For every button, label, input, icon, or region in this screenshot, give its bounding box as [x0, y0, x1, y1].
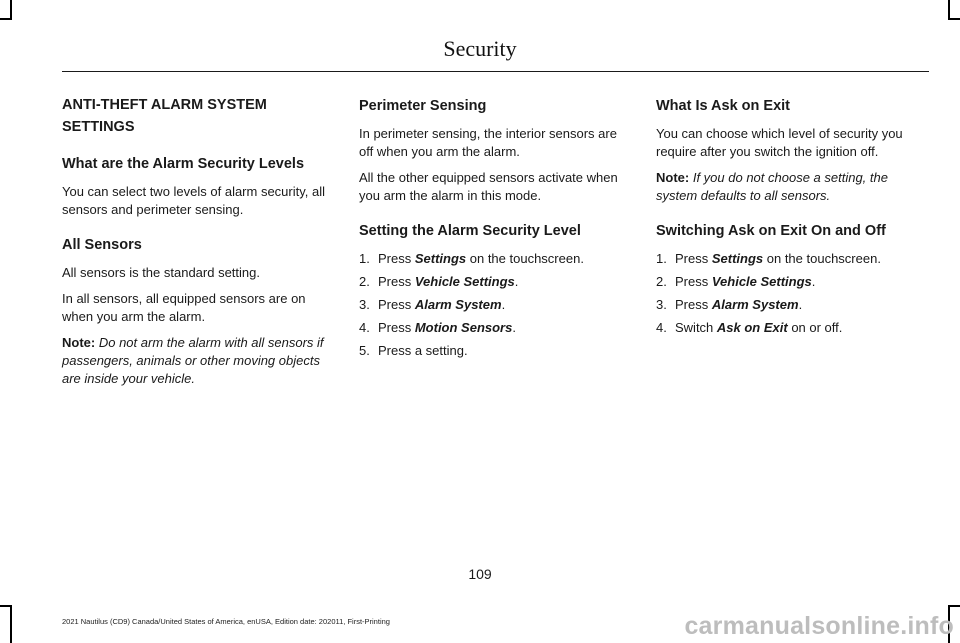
- note-text: Do not arm the alarm with all sensors if passengers, animals or other moving objects are inside your vehicle.: [62, 335, 324, 386]
- note-label: Note:: [656, 170, 690, 185]
- paragraph: In all sensors, all equipped sensors are on when you arm the alarm.: [62, 291, 306, 324]
- steps-list: [359, 250, 634, 360]
- paragraph: In perimeter sensing, the interior sensors are off when you arm the alarm.: [359, 126, 617, 159]
- note: [656, 169, 931, 205]
- step-emphasis: Ask on Exit: [716, 320, 788, 335]
- step-emphasis: Settings: [414, 251, 467, 266]
- step-text-end: on or off.: [787, 320, 843, 335]
- column-2: [359, 94, 634, 365]
- heading-switching-ask-on-exit: Switching Ask on Exit On and Off: [656, 223, 886, 239]
- step-number: 1.: [656, 251, 667, 266]
- step-number: 5.: [359, 343, 370, 358]
- section-title: ANTI-THEFT ALARM SYSTEM SETTINGS: [62, 97, 267, 135]
- steps-list: [656, 250, 931, 337]
- step-number: 4.: [656, 320, 667, 335]
- note-text: If you do not choose a setting, the system defaults to all sensors.: [656, 170, 888, 203]
- step-text: Press: [378, 251, 415, 266]
- column-3: [656, 94, 931, 342]
- step-text-end: .: [501, 297, 506, 312]
- list-item: [359, 319, 634, 337]
- step-emphasis: Settings: [711, 251, 764, 266]
- step-text-end: .: [514, 274, 519, 289]
- heading-alarm-security-levels: What are the Alarm Security Levels: [62, 156, 305, 172]
- column-1: [62, 94, 337, 396]
- list-item: [656, 319, 931, 337]
- list-item: [359, 296, 634, 314]
- step-text: Press: [675, 274, 712, 289]
- page-header-title: Security: [443, 36, 517, 61]
- crop-mark-top-right-v: [948, 0, 950, 20]
- crop-mark-bottom-left-h: [0, 605, 12, 607]
- footer-edition-info: 2021 Nautilus (CD9) Canada/United States of America, enUSA, Edition date: 202011, First-Printing: [62, 617, 390, 626]
- note: [62, 334, 337, 388]
- step-emphasis: Motion Sensors: [414, 320, 513, 335]
- step-emphasis: Alarm System: [711, 297, 799, 312]
- list-item: [359, 250, 634, 268]
- step-number: 3.: [359, 297, 370, 312]
- crop-mark-bottom-left-v: [10, 605, 12, 643]
- step-text: Press: [378, 320, 415, 335]
- crop-mark-top-left-v: [10, 0, 12, 20]
- step-text: Switch: [675, 320, 717, 335]
- step-text-end: .: [798, 297, 803, 312]
- list-item: [359, 273, 634, 291]
- step-text-end: on the touchscreen.: [466, 251, 584, 266]
- step-number: 2.: [359, 274, 370, 289]
- step-text: Press: [378, 297, 415, 312]
- step-text-end: .: [512, 320, 516, 335]
- list-item: [656, 296, 931, 314]
- step-number: 2.: [656, 274, 667, 289]
- crop-mark-top-right-h: [948, 18, 960, 20]
- step-text-end: .: [811, 274, 816, 289]
- step-text-end: on the touchscreen.: [763, 251, 881, 266]
- step-text: Press: [378, 274, 415, 289]
- heading-perimeter-sensing: Perimeter Sensing: [359, 98, 487, 114]
- heading-all-sensors: All Sensors: [62, 237, 142, 253]
- paragraph: You can select two levels of alarm security, all sensors and perimeter sensing.: [62, 184, 326, 217]
- crop-mark-bottom-right-h: [948, 605, 960, 607]
- step-text: Press a setting.: [378, 343, 468, 358]
- step-emphasis: Vehicle Settings: [414, 274, 515, 289]
- header-divider: [62, 71, 929, 72]
- list-item: [359, 342, 634, 360]
- watermark: carmanualsonline.info: [684, 612, 954, 640]
- list-item: [656, 273, 931, 291]
- page-number: 109: [468, 566, 492, 582]
- step-text: Press: [675, 297, 712, 312]
- paragraph: You can choose which level of security you require after you switch the ignition off.: [656, 126, 903, 159]
- step-number: 1.: [359, 251, 370, 266]
- step-number: 3.: [656, 297, 667, 312]
- paragraph: All sensors is the standard setting.: [62, 265, 260, 280]
- step-text: Press: [675, 251, 712, 266]
- heading-ask-on-exit: What Is Ask on Exit: [656, 98, 791, 114]
- step-number: 4.: [359, 320, 370, 335]
- step-emphasis: Alarm System: [414, 297, 502, 312]
- note-label: Note:: [62, 335, 96, 350]
- paragraph: All the other equipped sensors activate when you arm the alarm in this mode.: [359, 170, 618, 203]
- crop-mark-top-left-h: [0, 18, 12, 20]
- step-emphasis: Vehicle Settings: [711, 274, 812, 289]
- heading-setting-alarm-level: Setting the Alarm Security Level: [359, 223, 581, 239]
- list-item: [656, 250, 931, 268]
